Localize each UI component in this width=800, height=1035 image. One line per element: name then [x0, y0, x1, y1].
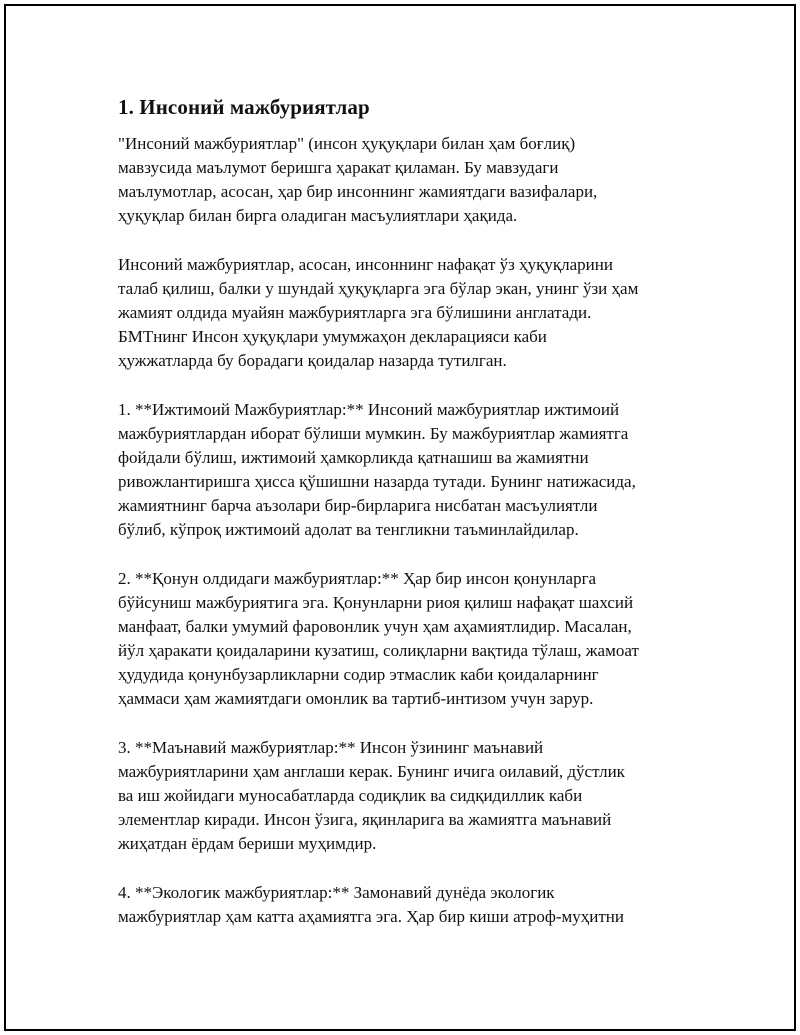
paragraph-line: 1. **Ижтимоий Мажбуриятлар:** Инсоний мажбуриятлар ижтимоий: [118, 400, 620, 419]
paragraph-line: Инсоний мажбуриятлар, асосан, инсоннинг нафақат ўз ҳуқуқларини: [118, 255, 613, 274]
paragraph-line: фойдали бўлиш, ижтимоий ҳамкорликда қатнашиш ва жамиятни: [118, 448, 589, 467]
paragraph-line: мажбуриятларини ҳам англаши керак. Бунинг ичига оилавий, дўстлик: [118, 762, 625, 781]
paragraph-line: маълумотлар, асосан, ҳар бир инсоннинг жамиятдаги вазифалари,: [118, 182, 598, 201]
paragraph-definition: [118, 253, 688, 373]
paragraph-line: ҳужжатларда бу борадаги қоидалар назарда тутилган.: [118, 351, 507, 370]
paragraph-line: 2. **Қонун олдидаги мажбуриятлар:** Ҳар бир инсон қонунларга: [118, 569, 597, 588]
paragraph-line: бўйсуниш мажбуриятига эга. Қонунларни риоя қилиш нафақат шахсий: [118, 593, 634, 612]
paragraph-line: бўлиб, кўпроқ ижтимоий адолат ва тенгликни таъминлайдилар.: [118, 520, 579, 539]
paragraph-line: йўл ҳаракати қоидаларини кузатиш, солиқларни вақтида тўлаш, жамоат: [118, 641, 639, 660]
paragraph-line: жиҳатдан ёрдам бериши муҳимдир.: [118, 834, 377, 853]
paragraph-line: ҳудудида қонунбузарликларни содир этмаслик каби қоидаларнинг: [118, 665, 599, 684]
paragraph-line: ва иш жойидаги муносабатларда содиқлик ва сидқидиллик каби: [118, 786, 583, 805]
paragraph-line: жамиятнинг барча аъзолари бир-бирларига нисбатан масъулиятли: [118, 496, 598, 515]
paragraph-social-duties: [118, 398, 688, 542]
paragraph-line: ривожлантиришга ҳисса қўшишни назарда тутади. Бунинг натижасида,: [118, 472, 636, 491]
paragraph-line: талаб қилиш, балки у шундай ҳуқуқларга эга бўлар экан, унинг ўзи ҳам: [118, 279, 639, 298]
paragraph-line: мажбуриятлар ҳам катта аҳамиятга эга. Ҳар бир киши атроф-муҳитни: [118, 907, 624, 926]
paragraph-line: 3. **Маънавий мажбуриятлар:** Инсон ўзининг маънавий: [118, 738, 544, 757]
paragraph-line: элементлар киради. Инсон ўзига, яқинларига ва жамиятга маънавий: [118, 810, 612, 829]
paragraph-line: ҳуқуқлар билан бирга оладиган масъулиятлари ҳақида.: [118, 206, 518, 225]
section-heading: 1. Инсоний мажбуриятлар: [118, 95, 370, 119]
paragraph-ecological-duties: [118, 881, 688, 929]
paragraph-line: жамият олдида муайян мажбуриятларга эга бўлишини англатади.: [118, 303, 592, 322]
paragraph-moral-duties: [118, 736, 688, 856]
paragraph-legal-duties: [118, 567, 688, 711]
paragraph-line: мажбуриятлардан иборат бўлиши мумкин. Бу мажбуриятлар жамиятга: [118, 424, 629, 443]
paragraph-line: ҳаммаси ҳам жамиятдаги омонлик ва тартиб-интизом учун зарур.: [118, 689, 594, 708]
paragraph-intro: [118, 132, 688, 228]
document-body: [118, 94, 688, 929]
paragraph-line: мавзусида маълумот беришга ҳаракат қиламан. Бу мавзудаги: [118, 158, 559, 177]
paragraph-line: БМТнинг Инсон ҳуқуқлари умумжаҳон декларацияси каби: [118, 327, 547, 346]
paragraph-line: манфаат, балки умумий фаровонлик учун ҳам аҳамиятлидир. Масалан,: [118, 617, 632, 636]
paragraph-line: "Инсоний мажбуриятлар" (инсон ҳуқуқлари билан ҳам боғлиқ): [118, 134, 576, 153]
paragraph-line: 4. **Экологик мажбуриятлар:** Замонавий дунёда экологик: [118, 883, 555, 902]
